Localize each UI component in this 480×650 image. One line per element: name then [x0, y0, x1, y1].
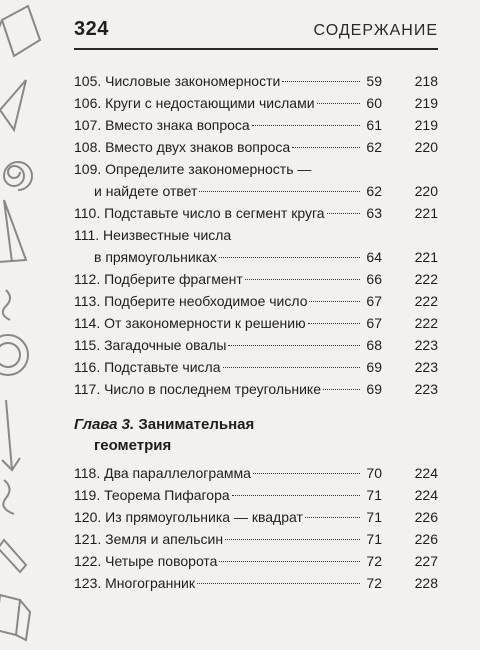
dot-leader: [323, 389, 360, 390]
task-page: 60: [366, 95, 382, 111]
toc-entry-title: 120. Из прямоугольника — квадрат: [74, 509, 303, 525]
toc-entry-title: 105. Числовые закономерности: [74, 73, 281, 89]
answer-page: 224: [414, 487, 438, 503]
toc-entry-title: 122. Четыре поворота: [74, 553, 218, 569]
answer-page: 228: [414, 575, 438, 591]
toc-entry: [74, 70, 438, 92]
answer-page: 221: [414, 249, 438, 265]
toc-entry: [74, 202, 438, 224]
toc-entry: [74, 312, 438, 334]
answer-page: 220: [414, 183, 438, 199]
page-header: [74, 18, 438, 44]
answer-page: 221: [414, 205, 438, 221]
toc-entry: [74, 136, 438, 158]
dot-leader: [253, 473, 360, 474]
answer-page: 219: [414, 95, 438, 111]
dot-leader: [305, 517, 360, 518]
dot-leader: [308, 323, 360, 324]
answer-page: 223: [414, 337, 438, 353]
chapter-label: Глава 3.: [74, 416, 135, 433]
toc-entry: [74, 378, 438, 400]
toc-entry-title: 113. Подберите необходимое число: [74, 293, 308, 309]
task-page: 71: [366, 531, 382, 547]
toc-entry: [74, 114, 438, 136]
toc-entry: [74, 550, 438, 572]
task-page: 69: [366, 381, 382, 397]
dot-leader: [292, 147, 360, 148]
task-page: 62: [366, 183, 382, 199]
dot-leader: [228, 345, 360, 346]
dot-leader: [199, 191, 360, 192]
toc-entry: [74, 290, 438, 312]
toc-entry-title: 119. Теорема Пифагора: [74, 487, 230, 503]
cube-doodle-icon: [0, 595, 30, 640]
dot-leader: [223, 367, 361, 368]
toc-entry-title: 116. Подставьте числа: [74, 359, 221, 375]
task-page: 71: [366, 509, 382, 525]
task-page: 66: [366, 271, 382, 287]
toc-entry: [74, 528, 438, 550]
task-page: 67: [366, 315, 382, 331]
toc-entry: [74, 462, 438, 484]
dot-leader: [327, 213, 360, 214]
task-page: 63: [366, 205, 382, 221]
toc-entry-title: 108. Вместо двух знаков вопроса: [74, 139, 291, 155]
task-page: 61: [366, 117, 382, 133]
dot-leader: [225, 539, 360, 540]
toc-entry-title-continued: в прямоугольниках: [94, 249, 217, 265]
dot-leader: [245, 279, 360, 280]
toc-entry-title: 109. Определите закономерность —: [74, 161, 312, 177]
dot-leader: [252, 125, 360, 126]
toc-entry: [74, 268, 438, 290]
chapter-title-continued: геометрия: [94, 437, 172, 454]
spiral-doodle-icon: [4, 162, 32, 190]
task-page: 71: [366, 487, 382, 503]
toc-entry: [74, 158, 438, 202]
task-page: 72: [366, 553, 382, 569]
dot-leader: [317, 103, 360, 104]
answer-page: 226: [414, 531, 438, 547]
dot-leader: [219, 257, 360, 258]
toc-entry-title: 117. Число в последнем треугольнике: [74, 381, 321, 397]
task-page: 64: [366, 249, 382, 265]
answer-page: 223: [414, 381, 438, 397]
toc-entry-title: 121. Земля и апельсин: [74, 531, 224, 547]
table-of-contents: [74, 70, 438, 594]
answer-page: 219: [414, 117, 438, 133]
toc-entry: [74, 572, 438, 594]
toc-entry: [74, 506, 438, 528]
toc-entry: [74, 356, 438, 378]
toc-entry-title: 115. Загадочные овалы: [74, 337, 227, 353]
toc-entry: [74, 334, 438, 356]
arrow-doodle-icon: [3, 290, 10, 320]
chapter-title: Занимательная: [138, 416, 255, 433]
task-page: 62: [366, 139, 382, 155]
toc-entry-title-continued: и найдете ответ: [94, 183, 198, 199]
pencil-doodle-icon: [0, 480, 26, 572]
task-page: 69: [366, 359, 382, 375]
dot-leader: [219, 561, 360, 562]
pyramid-doodle-icon: [0, 200, 26, 262]
chapter-heading: [74, 414, 438, 456]
toc-entry-title: 114. От закономерности к решению: [74, 315, 306, 331]
answer-page: 224: [414, 465, 438, 481]
answer-page: 218: [414, 73, 438, 89]
dot-leader: [232, 495, 360, 496]
cube-doodle-icon: [0, 6, 40, 56]
arrow-doodle-icon: [2, 400, 20, 470]
toc-entry-title: 123. Многогранник: [74, 575, 195, 591]
toc-entry-title: 107. Вместо знака вопроса: [74, 117, 250, 133]
toc-entry-title: 118. Два параллелограмма: [74, 465, 251, 481]
task-page: 67: [366, 293, 382, 309]
answer-page: 220: [414, 139, 438, 155]
task-page: 72: [366, 575, 382, 591]
answer-page: 227: [414, 553, 438, 569]
dot-leader: [282, 81, 360, 82]
header-rule: [74, 48, 438, 50]
task-page: 59: [366, 73, 382, 89]
dot-leader: [309, 301, 360, 302]
answer-page: 226: [414, 509, 438, 525]
answer-page: 223: [414, 359, 438, 375]
toc-entry: [74, 484, 438, 506]
toc-entry-title: 110. Подставьте число в сегмент круга: [74, 205, 325, 221]
toc-entry: [74, 92, 438, 114]
page-number: 324: [74, 18, 109, 40]
toc-entry-title: 111. Неизвестные числа: [74, 227, 232, 243]
task-page: 70: [366, 465, 382, 481]
margin-doodles: [0, 0, 60, 650]
circle-doodle-icon: [0, 335, 28, 375]
toc-entry: [74, 224, 438, 268]
dot-leader: [197, 583, 360, 584]
margin-doodle-art: [0, 0, 60, 650]
answer-page: 222: [414, 315, 438, 331]
task-page: 68: [366, 337, 382, 353]
toc-entry-title: 106. Круги с недостающими числами: [74, 95, 315, 111]
toc-entry-title: 112. Подберите фрагмент: [74, 271, 243, 287]
answer-page: 222: [414, 293, 438, 309]
answer-page: 222: [414, 271, 438, 287]
running-title: СОДЕРЖАНИЕ: [313, 22, 438, 39]
pyramid-doodle-icon: [0, 80, 26, 130]
